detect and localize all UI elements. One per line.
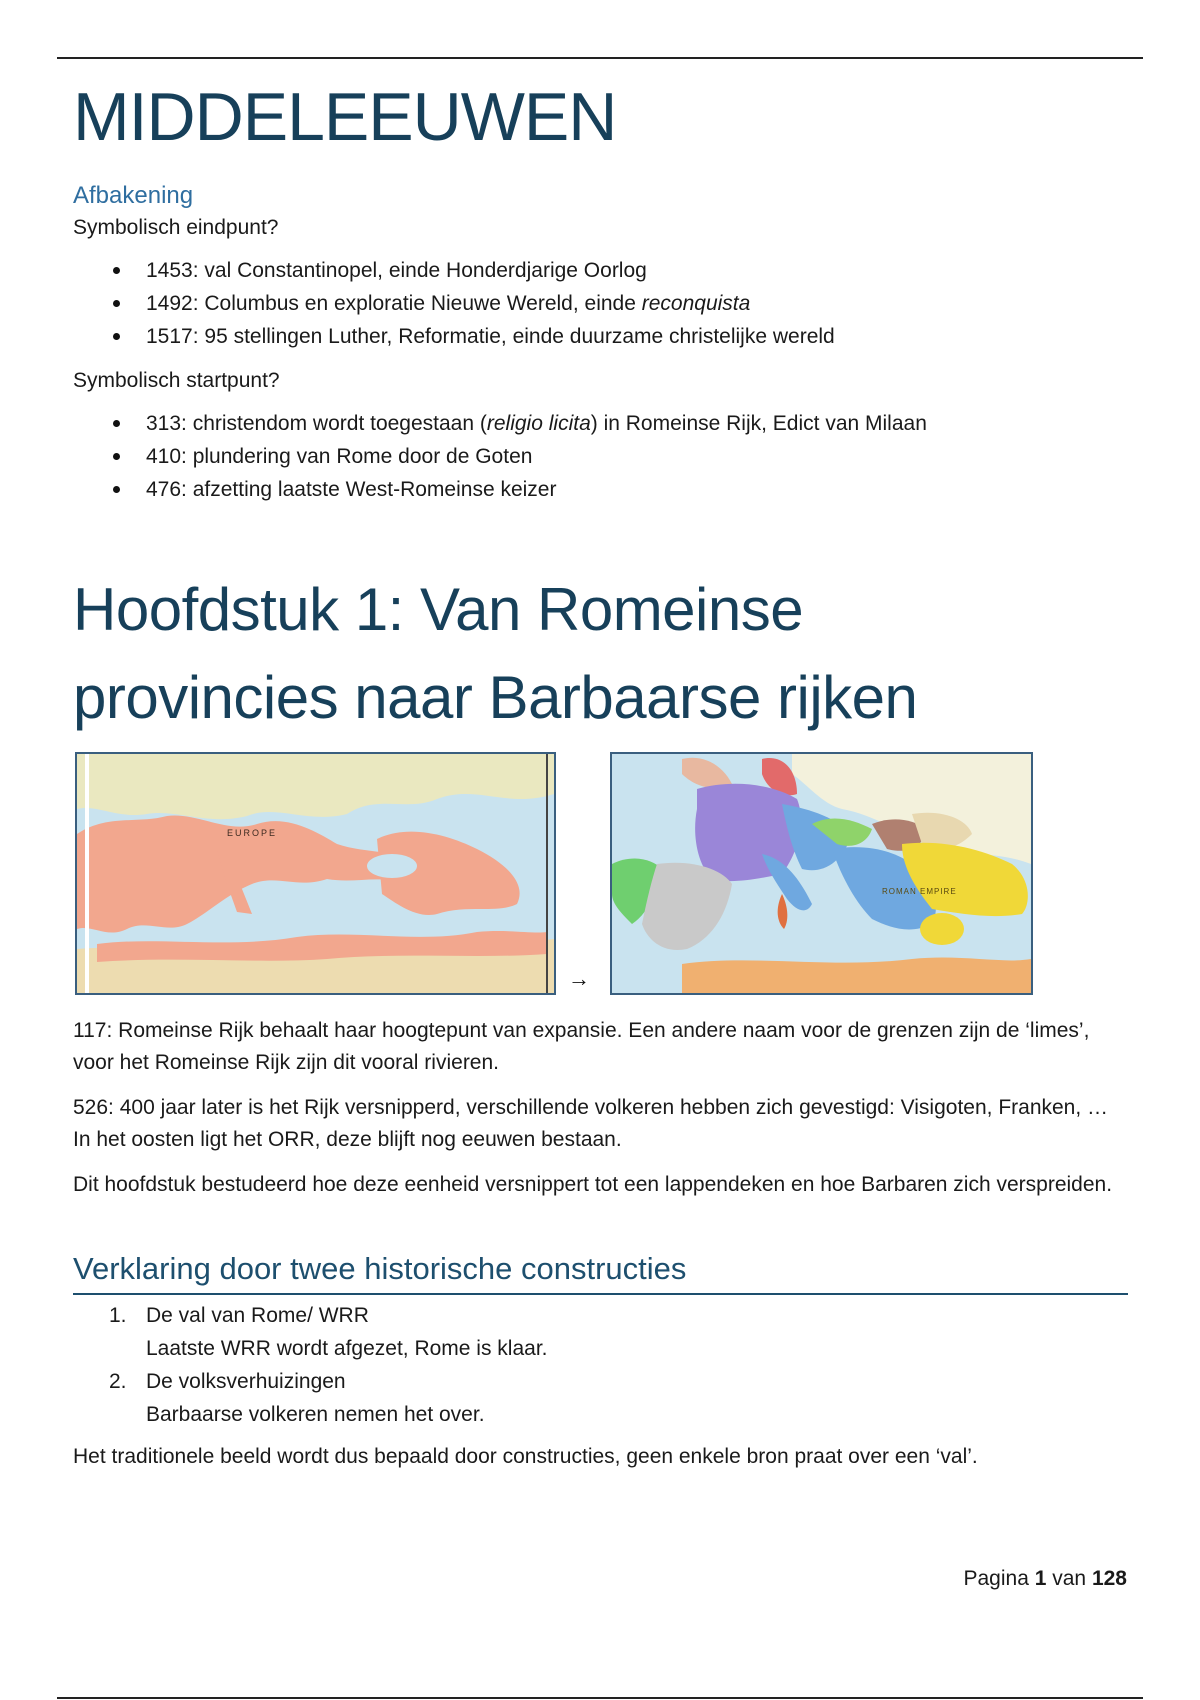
paragraph-117: 117: Romeinse Rijk behaalt haar hoogtepunt van expansie. Een andere naam voor de grenzen zijn de ‘limes’, voor het Romeinse Rijk zijn dit vooral rivieren.	[73, 1019, 1090, 1075]
svg-text:EUROPE: EUROPE	[227, 828, 278, 839]
roman-empire-map-117	[75, 752, 556, 995]
page-content	[73, 72, 1128, 1473]
list-item: 410: plundering van Rome door de Goten	[73, 440, 1128, 473]
chapter-title: Hoofdstuk 1: Van Romeinse provincies naar Barbaarse rijken	[73, 576, 918, 732]
list-item: 1453: val Constantinopel, einde Honderdjarige Oorlog	[73, 254, 1128, 287]
barbarian-kingdoms-map-526	[610, 752, 1033, 995]
list-item: 2. De volksverhuizingen Barbaarse volkeren nemen het over.	[109, 1370, 485, 1427]
svg-text:ROMAN EMPIRE: ROMAN EMPIRE	[882, 887, 957, 897]
paragraph-526: 526: 400 jaar later is het Rijk versnipperd, verschillende volkeren hebben zich gevestigd: Visigoten, Franken, … In het oosten ligt het ORR, deze blijft nog eeuwen bestaan.	[73, 1096, 1109, 1152]
list-item: 313: christendom wordt toegestaan (religio licita) in Romeinse Rijk, Edict van Milaan	[73, 407, 1128, 440]
eindpunt-list	[73, 254, 1128, 353]
list-item: 1517: 95 stellingen Luther, Reformatie, einde duurzame christelijke wereld	[73, 320, 1128, 353]
page-number: Pagina 1 van 128	[963, 1567, 1127, 1590]
section-heading: Verklaring door twee historische constructies	[73, 1251, 1128, 1295]
page-title: MIDDELEEUWEN	[73, 79, 617, 155]
list-item: 1492: Columbus en exploratie Nieuwe Wereld, einde reconquista	[73, 287, 1128, 320]
constructies-list	[73, 1299, 1128, 1431]
closing-paragraph: Het traditionele beeld wordt dus bepaald door constructies, geen enkele bron praat over een ‘val’.	[73, 1445, 978, 1469]
startpunt-intro: Symbolisch startpunt?	[73, 369, 280, 393]
list-item: 476: afzetting laatste West-Romeinse keizer	[73, 473, 1128, 506]
top-rule	[57, 57, 1143, 59]
startpunt-list	[73, 407, 1128, 506]
bottom-rule	[57, 1697, 1143, 1699]
afbakening-heading: Afbakening	[73, 182, 194, 210]
map-comparison	[73, 752, 1128, 997]
paragraph-chapter-intro: Dit hoofdstuk bestudeerd hoe deze eenheid versnippert tot een lappendeken en hoe Barbaren zich verspreiden.	[73, 1173, 1113, 1197]
eindpunt-intro: Symbolisch eindpunt?	[73, 216, 279, 240]
list-item: 1. De val van Rome/ WRR Laatste WRR wordt afgezet, Rome is klaar.	[109, 1304, 548, 1361]
arrow-right-icon: →	[568, 966, 590, 992]
